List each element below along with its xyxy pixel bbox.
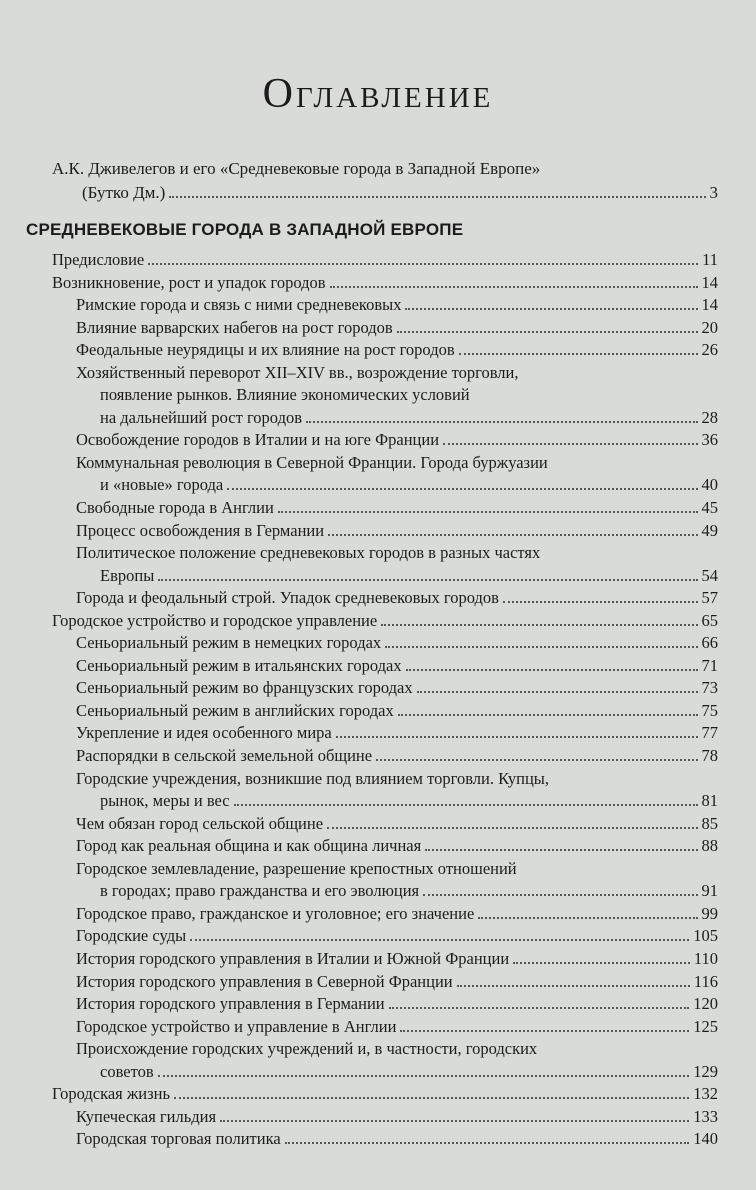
- toc-entry-title: Сеньориальный режим во французских городах: [76, 678, 413, 698]
- dot-leader: [376, 759, 697, 761]
- toc-entry-page: 140: [693, 1129, 718, 1149]
- toc-entry-page: 91: [701, 881, 718, 901]
- toc-subsection-entry: [0, 1128, 756, 1151]
- toc-entry-title: Свободные города в Англии: [76, 498, 274, 518]
- dot-leader: [148, 263, 698, 265]
- toc-entry-page: 75: [701, 700, 718, 720]
- toc-subsection-entry: [0, 858, 756, 903]
- toc-entry-page: 81: [701, 791, 718, 811]
- toc-subsection-entry: [0, 948, 756, 971]
- toc-entry-page: 26: [701, 340, 718, 360]
- toc-entry-page: 88: [701, 836, 718, 856]
- dot-leader: [417, 691, 698, 693]
- toc-subsection-entry: [0, 429, 756, 452]
- dot-leader: [425, 849, 697, 851]
- toc-subsection-entry: [0, 362, 756, 430]
- section-title: СРЕДНЕВЕКОВЫЕ ГОРОДА В ЗАПАДНОЙ ЕВРОПЕ: [26, 220, 464, 239]
- toc-entry-title: Купеческая гильдия: [76, 1106, 217, 1126]
- dot-leader: [381, 624, 697, 626]
- toc-entry-page: 105: [693, 926, 718, 946]
- toc-entry-title: советов: [100, 1061, 154, 1081]
- toc-list: [0, 249, 756, 1151]
- toc-entry-title: Влияние варварских набегов на рост городов: [76, 317, 393, 337]
- dot-leader: [190, 939, 689, 941]
- toc-entry-title: Городское землевладение, разрешение крепостных отношений: [76, 858, 517, 878]
- toc-entry-title: История городского управления в Германии: [76, 994, 385, 1014]
- dot-leader: [234, 804, 698, 806]
- toc-subsection-entry: [0, 632, 756, 655]
- dot-leader: [459, 353, 698, 355]
- toc-entry-page: 11: [702, 250, 718, 269]
- toc-entry-title: Городская жизнь: [52, 1084, 170, 1104]
- dot-leader: [397, 331, 698, 333]
- dot-leader: [285, 1142, 690, 1144]
- dot-leader: [406, 669, 698, 671]
- toc-subsection-entry: [0, 1016, 756, 1039]
- intro-entry-line: А.К. Дживелегов и его «Средневековые города в Западной Европе»: [52, 159, 541, 178]
- toc-entry-page: 36: [701, 430, 718, 450]
- toc-chapter-entry: [0, 272, 756, 295]
- dot-leader: [513, 962, 690, 964]
- toc-entry-page: 20: [701, 317, 718, 337]
- toc-entry-title: и «новые» города: [100, 475, 224, 495]
- toc-entry-page: 73: [701, 678, 718, 698]
- dot-leader: [330, 286, 698, 288]
- toc-entry-title: Освобождение городов в Италии и на юге Франции: [76, 430, 440, 450]
- toc-subsection-entry: [0, 993, 756, 1016]
- toc-entry-title: Политическое положение средневековых городов в разных частях: [76, 543, 541, 563]
- toc-subsection-entry: [0, 745, 756, 768]
- toc-entry-page: 65: [701, 610, 718, 630]
- page-title: Оглавление: [262, 71, 494, 117]
- toc-entry-page: 40: [701, 475, 718, 495]
- dot-leader: [478, 917, 697, 919]
- toc-entry-page: 120: [693, 994, 718, 1014]
- toc-entry-title: в городах; право гражданства и его эволюция: [100, 881, 420, 901]
- toc-entry-title: Чем обязан город сельской общине: [76, 813, 324, 833]
- toc-entry-title: Сеньориальный режим в итальянских городах: [76, 655, 402, 675]
- toc-entry-title: Европы: [100, 565, 155, 585]
- toc-chapter-entry: [0, 610, 756, 633]
- toc-subsection-entry: [0, 1106, 756, 1129]
- dot-leader: [169, 196, 705, 198]
- dot-leader: [385, 646, 697, 648]
- toc-entry-title: Возникновение, рост и упадок городов: [52, 272, 326, 292]
- toc-entry-page: 132: [693, 1084, 718, 1104]
- toc-entry-title: Городское устройство и городское управление: [52, 610, 378, 630]
- toc-entry-title: История городского управления в Италии и Южной Франции: [76, 948, 510, 968]
- toc-entry-title: появление рынков. Влияние экономических условий: [100, 385, 470, 405]
- toc-subsection-entry: [0, 317, 756, 340]
- toc-entry-page: 110: [693, 948, 718, 968]
- toc-entry-title: Сеньориальный режим в немецких городах: [76, 633, 382, 653]
- toc-entry-page: 77: [701, 723, 718, 743]
- toc-chapter-entry: [0, 249, 756, 272]
- dot-leader: [227, 488, 697, 490]
- toc-entry-page: 129: [693, 1061, 718, 1081]
- toc-subsection-entry: [0, 903, 756, 926]
- toc-entry-title: Хозяйственный переворот XII–XIV вв., возрождение торговли,: [76, 362, 519, 382]
- toc-entry-page: 28: [701, 407, 718, 427]
- toc-subsection-entry: [0, 294, 756, 317]
- toc-entry-title: Процесс освобождения в Германии: [76, 520, 325, 540]
- toc-entry-title: Римские города и связь с ними средневековых: [76, 295, 402, 315]
- dot-leader: [400, 1030, 689, 1032]
- dot-leader: [336, 736, 698, 738]
- dot-leader: [220, 1120, 689, 1122]
- toc-entry-title: Происхождение городских учреждений и, в частности, городских: [76, 1039, 538, 1059]
- toc-entry-title: История городского управления в Северной Франции: [76, 971, 453, 991]
- dot-leader: [398, 714, 698, 716]
- toc-entry-page: 125: [693, 1016, 718, 1036]
- dot-leader: [278, 511, 698, 513]
- toc-chapter-entry: [0, 1083, 756, 1106]
- dot-leader: [457, 985, 690, 987]
- intro-entry-page: 3: [709, 183, 718, 202]
- toc-entry-page: 49: [701, 520, 718, 540]
- dot-leader: [158, 579, 697, 581]
- dot-leader: [328, 534, 697, 536]
- dot-leader: [443, 443, 697, 445]
- toc-entry-page: 78: [701, 746, 718, 766]
- toc-entry-title: Городское устройство и управление в Англии: [76, 1016, 397, 1036]
- toc-entry-page: 54: [701, 565, 718, 585]
- toc-entry-page: 99: [701, 903, 718, 923]
- toc-subsection-entry: [0, 835, 756, 858]
- toc-subsection-entry: [0, 520, 756, 543]
- toc-entry-title: Городское право, гражданское и уголовное; его значение: [76, 903, 475, 923]
- toc-entry-page: 116: [693, 971, 718, 991]
- toc-entry-title: Распорядки в сельской земельной общине: [76, 746, 373, 766]
- dot-leader: [327, 827, 697, 829]
- intro-entry-author: (Бутко Дм.): [82, 183, 166, 202]
- toc-entry-page: 133: [693, 1106, 718, 1126]
- intro-entry: [52, 157, 718, 205]
- toc-entry-page: 71: [701, 655, 718, 675]
- toc-subsection-entry: [0, 925, 756, 948]
- dot-leader: [174, 1097, 689, 1099]
- toc-subsection-entry: [0, 722, 756, 745]
- toc-entry-page: 14: [701, 272, 718, 292]
- toc-subsection-entry: [0, 1038, 756, 1083]
- toc-entry-title: Предисловие: [52, 250, 145, 269]
- toc-entry-title: рынок, меры и вес: [100, 791, 230, 811]
- toc-subsection-entry: [0, 339, 756, 362]
- toc-entry-title: Город как реальная община и как община личная: [76, 836, 422, 856]
- dot-leader: [306, 421, 697, 423]
- toc-subsection-entry: [0, 700, 756, 723]
- toc-entry-title: Города и феодальный строй. Упадок средневековых городов: [76, 588, 499, 608]
- dot-leader: [158, 1075, 690, 1077]
- toc-entry-title: Феодальные неурядицы и их влияние на рост городов: [76, 340, 455, 360]
- toc-entry-page: 85: [701, 813, 718, 833]
- toc-entry-page: 57: [701, 588, 718, 608]
- toc-subsection-entry: [0, 542, 756, 587]
- toc-entry-title: на дальнейший рост городов: [100, 407, 303, 427]
- toc-entry-page: 14: [701, 295, 718, 315]
- toc-subsection-entry: [0, 677, 756, 700]
- toc-entry-title: Коммунальная революция в Северной Франции. Города буржуазии: [76, 452, 548, 472]
- dot-leader: [405, 308, 697, 310]
- dot-leader: [423, 894, 697, 896]
- toc-entry-title: Сеньориальный режим в английских городах: [76, 700, 394, 720]
- toc-entry-title: Городская торговая политика: [76, 1129, 281, 1149]
- toc-entry-title: Укрепление и идея особенного мира: [76, 723, 332, 743]
- toc-subsection-entry: [0, 587, 756, 610]
- toc-subsection-entry: [0, 813, 756, 836]
- toc-entry-title: Городские учреждения, возникшие под влиянием торговли. Купцы,: [76, 768, 549, 788]
- dot-leader: [389, 1007, 690, 1009]
- toc-subsection-entry: [0, 452, 756, 497]
- toc-subsection-entry: [0, 497, 756, 520]
- toc-subsection-entry: [0, 655, 756, 678]
- toc-entry-page: 66: [701, 633, 718, 653]
- dot-leader: [503, 601, 698, 603]
- toc-entry-page: 45: [701, 498, 718, 518]
- toc-entry-title: Городские суды: [76, 926, 187, 946]
- toc-subsection-entry: [0, 768, 756, 813]
- toc-subsection-entry: [0, 971, 756, 994]
